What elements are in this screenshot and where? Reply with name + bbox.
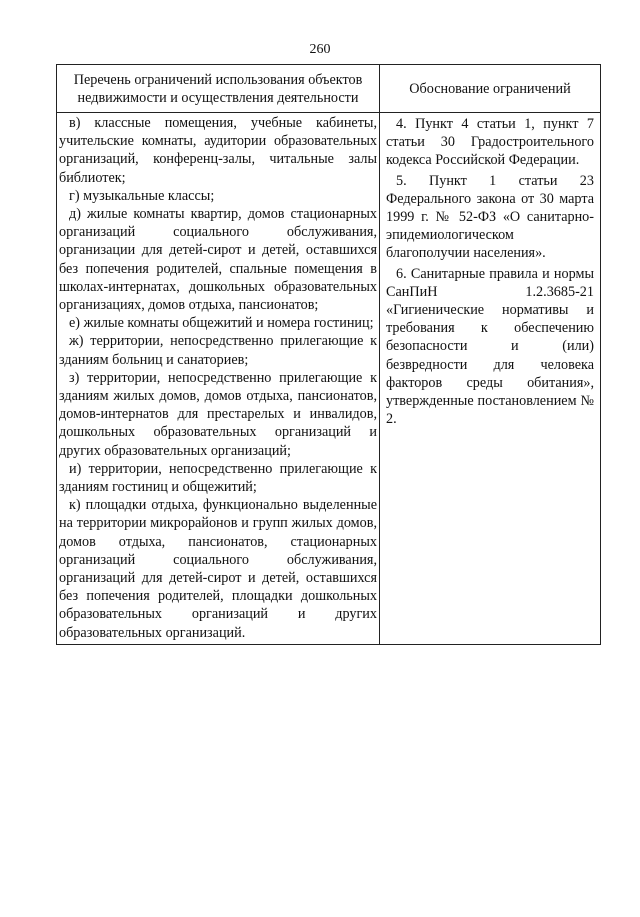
table-row (57, 113, 601, 645)
restriction-item: и) территории, непосредственно прилегающие к зданиям гостиниц и общежитий; (59, 460, 377, 496)
header-justification: Обоснование ограничений (380, 65, 601, 113)
restriction-item: к) площадки отдыха, функционально выделенные на территории микрорайонов и групп жилых домов, домов отдыха, пансионатов, стационарных организаций социального обслуживания, организаций для детей-сирот и детей, оставшихся без попечения родителей, площадки дошкольных образовательных организаций и других образовательных организаций. (59, 497, 377, 641)
restriction-item: з) территории, непосредственно прилегающие к зданиям жилых домов, домов отдыха, пансионатов, домов-интернатов для престарелых и инвалидов, дошкольных образовательных организаций и других образовательных организаций; (59, 369, 377, 459)
restriction-item: е) жилые комнаты общежитий и номера гостиниц; (69, 315, 374, 332)
header-restrictions-list: Перечень ограничений использования объектов недвижимости и осуществления деятельности (57, 65, 380, 113)
table-header-row (57, 65, 601, 113)
page-number: 260 (309, 42, 331, 57)
justification-item: 4. Пункт 4 статьи 1, пункт 7 статьи 30 Градостроительного кодекса Российской Федерации. (386, 116, 594, 169)
restriction-item: г) музыкальные классы; (69, 187, 215, 204)
restriction-item: ж) территории, непосредственно прилегающие к зданиям больниц и санаториев; (59, 333, 377, 368)
restrictions-table (56, 64, 601, 645)
justification-item: 5. Пункт 1 статьи 23 Федерального закона от 30 марта 1999 г. № 52-ФЗ «О санитарно-эпидемиологическом благополучии населения». (386, 172, 594, 262)
justification-cell (380, 113, 601, 645)
justification-item: 6. Санитарные правила и нормы СанПиН 1.2.3685-21 «Гигиенические нормативы и требования к обеспечению безопасности и (или) безвредности для человека факторов среды обитания», утвержденные постановлением № 2. (386, 265, 594, 428)
restriction-item: д) жилые комнаты квартир, домов стационарных организаций социального обслуживания, организации для детей-сирот и детей, оставшихся без попечения родителей, спальные помещения в школах-интернатах, дошкольных образовательных организациях, домов отдыха, пансионатов; (59, 206, 377, 314)
restriction-item: в) классные помещения, учебные кабинеты, учительские комнаты, аудитории образовательных организаций, конференц-залы, читальные залы библиотек; (59, 115, 377, 186)
restrictions-cell (57, 113, 380, 645)
